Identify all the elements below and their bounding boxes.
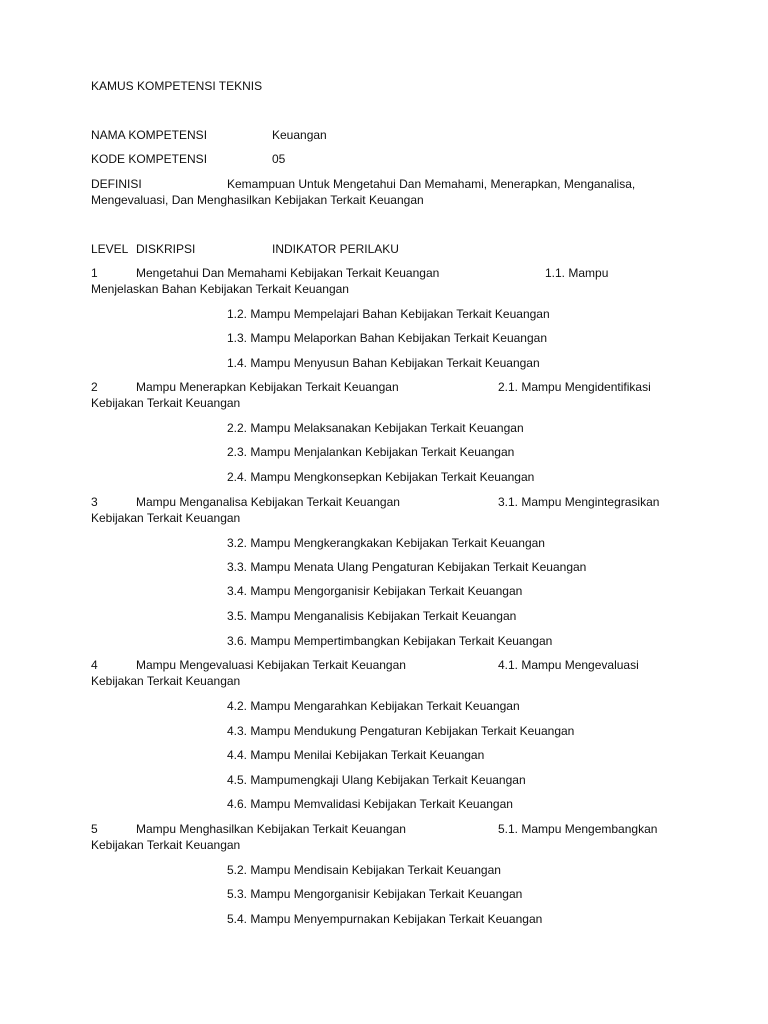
indicator-item: 4.3. Mampu Mendukung Pengaturan Kebijakan Terkait Keuangan bbox=[227, 724, 575, 738]
indicator-first-part: 1.1. Mampu bbox=[545, 266, 609, 280]
level-number: 1 bbox=[91, 266, 98, 280]
indicator-first-continuation: Menjelaskan Bahan Kebijakan Terkait Keuangan bbox=[91, 282, 349, 296]
indicator-item: 2.4. Mampu Mengkonsepkan Kebijakan Terkait Keuangan bbox=[227, 470, 535, 484]
level-number: 2 bbox=[91, 380, 98, 394]
indicator-first-part: 4.1. Mampu Mengevaluasi bbox=[498, 658, 639, 672]
indicator-item: 4.2. Mampu Mengarahkan Kebijakan Terkait Keuangan bbox=[227, 699, 520, 713]
level-description: Mampu Menerapkan Kebijakan Terkait Keuangan bbox=[136, 380, 399, 394]
definisi-label: DEFINISI bbox=[91, 177, 142, 191]
indicator-item: 3.5. Mampu Menganalisis Kebijakan Terkait Keuangan bbox=[227, 609, 517, 623]
level-number: 4 bbox=[91, 658, 98, 672]
indicator-first-continuation: Kebijakan Terkait Keuangan bbox=[91, 511, 241, 525]
indicator-item: 5.3. Mampu Mengorganisir Kebijakan Terkait Keuangan bbox=[227, 887, 523, 901]
indicator-item: 1.4. Mampu Menyusun Bahan Kebijakan Terkait Keuangan bbox=[227, 356, 540, 370]
level-description: Mengetahui Dan Memahami Kebijakan Terkait Keuangan bbox=[136, 266, 440, 280]
indicator-first-continuation: Kebijakan Terkait Keuangan bbox=[91, 838, 241, 852]
indicator-item: 5.4. Mampu Menyempurnakan Kebijakan Terkait Keuangan bbox=[227, 912, 543, 926]
indicator-first-continuation: Kebijakan Terkait Keuangan bbox=[91, 674, 241, 688]
level-description: Mampu Mengevaluasi Kebijakan Terkait Keuangan bbox=[136, 658, 406, 672]
document-title: KAMUS KOMPETENSI TEKNIS bbox=[91, 79, 263, 93]
indicator-item: 1.3. Mampu Melaporkan Bahan Kebijakan Terkait Keuangan bbox=[227, 331, 547, 345]
nama-kompetensi-value: Keuangan bbox=[272, 128, 327, 142]
indicator-item: 3.6. Mampu Mempertimbangkan Kebijakan Terkait Keuangan bbox=[227, 634, 553, 648]
level-number: 3 bbox=[91, 495, 98, 509]
indicator-item: 5.2. Mampu Mendisain Kebijakan Terkait Keuangan bbox=[227, 863, 501, 877]
indicator-item: 3.3. Mampu Menata Ulang Pengaturan Kebijakan Terkait Keuangan bbox=[227, 560, 587, 574]
indicator-item: 1.2. Mampu Mempelajari Bahan Kebijakan Terkait Keuangan bbox=[227, 307, 550, 321]
indicator-item: 3.4. Mampu Mengorganisir Kebijakan Terkait Keuangan bbox=[227, 584, 523, 598]
column-header-indikator: INDIKATOR PERILAKU bbox=[272, 242, 399, 256]
indicator-item: 4.4. Mampu Menilai Kebijakan Terkait Keuangan bbox=[227, 748, 485, 762]
indicator-first-part: 2.1. Mampu Mengidentifikasi bbox=[498, 380, 651, 394]
indicator-first-part: 5.1. Mampu Mengembangkan bbox=[498, 822, 658, 836]
level-description: Mampu Menghasilkan Kebijakan Terkait Keuangan bbox=[136, 822, 406, 836]
indicator-first-part: 3.1. Mampu Mengintegrasikan bbox=[498, 495, 660, 509]
nama-kompetensi-label: NAMA KOMPETENSI bbox=[91, 128, 208, 142]
column-header-level: LEVEL bbox=[91, 242, 129, 256]
indicator-item: 3.2. Mampu Mengkerangkakan Kebijakan Terkait Keuangan bbox=[227, 536, 545, 550]
indicator-item: 2.2. Mampu Melaksanakan Kebijakan Terkait Keuangan bbox=[227, 421, 524, 435]
indicator-item: 2.3. Mampu Menjalankan Kebijakan Terkait Keuangan bbox=[227, 445, 515, 459]
indicator-item: 4.6. Mampu Memvalidasi Kebijakan Terkait Keuangan bbox=[227, 797, 513, 811]
column-header-diskripsi: DISKRIPSI bbox=[136, 242, 196, 256]
indicator-first-continuation: Kebijakan Terkait Keuangan bbox=[91, 396, 241, 410]
level-number: 5 bbox=[91, 822, 98, 836]
definisi-text-line-2: Mengevaluasi, Dan Menghasilkan Kebijakan Terkait Keuangan bbox=[91, 193, 424, 207]
kode-kompetensi-value: 05 bbox=[272, 152, 286, 166]
level-description: Mampu Menganalisa Kebijakan Terkait Keuangan bbox=[136, 495, 400, 509]
indicator-item: 4.5. Mampumengkaji Ulang Kebijakan Terkait Keuangan bbox=[227, 773, 526, 787]
kode-kompetensi-label: KODE KOMPETENSI bbox=[91, 152, 208, 166]
definisi-text-line-1: Kemampuan Untuk Mengetahui Dan Memahami, Menerapkan, Menganalisa, bbox=[227, 177, 636, 191]
